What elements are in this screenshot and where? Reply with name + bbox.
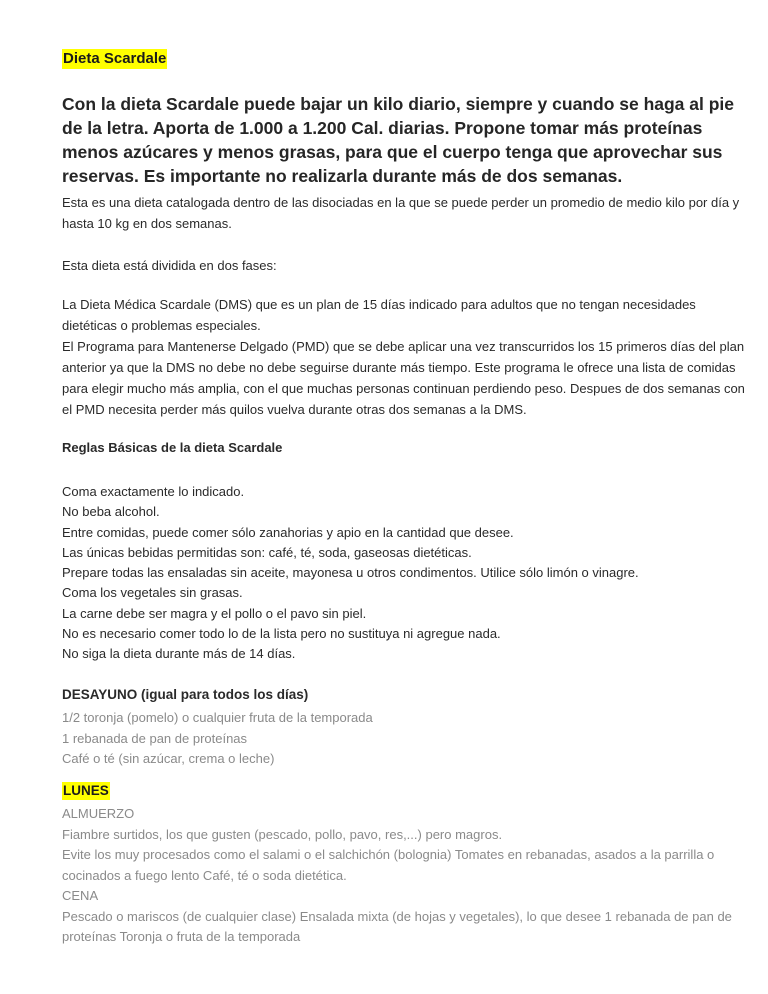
lunes-heading bbox=[62, 783, 110, 798]
paragraph-4: El Programa para Mantenerse Delgado (PMD) que se debe aplicar una vez transcurridos los 15 primeros días del plan anterior ya que la DMS no debe no debe seguirse durante más tiempo. Este programa le ofrece una lista de comidas para elegir mucho más amplia, con el que muchas personas continuan perdiendo peso. Despues de dos semanas con el PMD necesita perder más quilos vuelva durante otras dos semanas a la DMS. bbox=[62, 339, 745, 417]
desayuno-item: 1 rebanada de pan de proteínas bbox=[62, 730, 248, 746]
paragraph-1: Esta es una dieta catalogada dentro de las disociadas en la que se puede perder un promedio de medio kilo por día y hasta 10 kg en dos semanas. bbox=[62, 195, 740, 231]
rule-item: No beba alcohol. bbox=[62, 504, 160, 520]
title-highlight: Dieta Scardale bbox=[63, 50, 167, 67]
intro-paragraph: Con la dieta Scardale puede bajar un kilo diario, siempre y cuando se haga al pie de la letra. Aporta de 1.000 a 1.200 Cal. diarias. Propone tomar más proteínas menos azúcares y menos grasas, para que el cuerpo tenga que aprovechar sus reservas. Es importante no realizarla durante más de dos semanas. bbox=[62, 94, 735, 186]
rules-heading: Reglas Básicas de la dieta Scardale bbox=[62, 440, 283, 455]
paragraph-3: La Dieta Médica Scardale (DMS) que es un plan de 15 días indicado para adultos que no tengan necesidades dietéticas o problemas especiales. bbox=[62, 297, 696, 333]
desayuno-item: 1/2 toronja (pomelo) o cualquier fruta de la temporada bbox=[62, 710, 373, 725]
rule-item: Prepare todas las ensaladas sin aceite, mayonesa u otros condimentos. Utilice sólo limón o vinagre. bbox=[62, 565, 639, 581]
rule-item: La carne debe ser magra y el pollo o el pavo sin piel. bbox=[62, 605, 367, 621]
paragraph-3-4 bbox=[62, 294, 752, 420]
almuerzo-item: Evite los muy procesados como el salami o el salchichón (bolognia) Tomates en rebanadas, asados a la parrilla o cocinados a fuego lento Café, té o soda dietética. bbox=[62, 847, 715, 883]
paragraph-2: Esta dieta está dividida en dos fases: bbox=[62, 258, 277, 273]
almuerzo-label: ALMUERZO bbox=[62, 806, 135, 821]
rule-item: Coma exactamente lo indicado. bbox=[62, 484, 245, 499]
rules-list bbox=[62, 482, 639, 665]
rule-item: Entre comidas, puede comer sólo zanahorias y apio en la cantidad que desee. bbox=[62, 524, 514, 540]
rule-item: Las únicas bebidas permitidas son: café, té, soda, gaseosas dietéticas. bbox=[62, 544, 472, 560]
cena-item: Pescado o mariscos (de cualquier clase) Ensalada mixta (de hojas y vegetales), lo que desee 1 rebanada de pan de proteínas Toronja o fruta de la temporada bbox=[62, 908, 732, 944]
desayuno-item: Café o té (sin azúcar, crema o leche) bbox=[62, 751, 275, 766]
rule-item: Coma los vegetales sin grasas. bbox=[62, 585, 243, 601]
lunes-highlight: LUNES bbox=[63, 783, 109, 798]
cena-label: CENA bbox=[62, 888, 99, 903]
document-title bbox=[62, 50, 167, 67]
rule-item: No siga la dieta durante más de 14 días. bbox=[62, 646, 296, 662]
desayuno-list bbox=[62, 708, 373, 770]
lunes-menu bbox=[62, 804, 752, 948]
almuerzo-item: Fiambre surtidos, los que gusten (pescado, pollo, pavo, res,...) pero magros. bbox=[62, 826, 503, 842]
desayuno-heading: DESAYUNO (igual para todos los días) bbox=[62, 687, 309, 702]
rule-item: No es necesario comer todo lo de la lista pero no sustituya ni agregue nada. bbox=[62, 626, 501, 642]
